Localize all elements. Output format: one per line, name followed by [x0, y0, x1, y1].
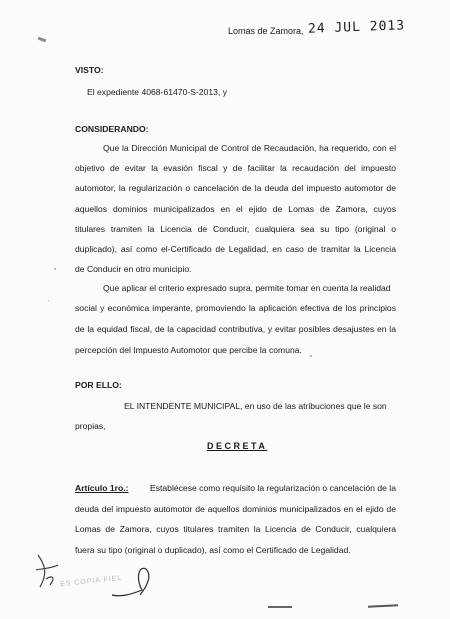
- bottom-dash: [268, 606, 292, 608]
- articulo-1-label: Artículo 1ro.:: [75, 483, 129, 493]
- date-stamp: 24 JUL 2013: [307, 18, 406, 37]
- considerando-p2-line: percepción del Impuesto Automotor que percibe la comuna.: [75, 345, 302, 355]
- articulo-1-line: deuda del impuesto automotor de aquellos dominios municipalizados en el ejido de: [75, 504, 396, 514]
- considerando-p1-line: objetivo de evitar la evasión fiscal y de facilitar la recaudación del impuesto: [75, 163, 396, 173]
- considerando-p1-line: aquellos dominios municipalizados en el ejido de Lomas de Zamora, cuyos: [75, 204, 396, 214]
- bottom-dash: [368, 604, 398, 608]
- signature-stroke: [36, 555, 58, 587]
- corner-mark: [38, 37, 47, 43]
- por-ello-line1: EL INTENDENTE MUNICIPAL, en uso de las atribuciones que le son: [124, 401, 387, 411]
- considerando-p1-line: titulares tramiten la Licencia de Conducir, cualquiera sea su tipo (original o: [75, 224, 396, 234]
- visto-heading: VISTO:: [75, 65, 104, 75]
- place-label: Lomas de Zamora,: [228, 26, 304, 36]
- scan-speck: [54, 268, 56, 270]
- visto-text: El expediente 4068-61470-S-2013, y: [87, 87, 227, 97]
- por-ello-line2: propias,: [75, 421, 106, 431]
- articulo-1-first-line: [75, 483, 396, 494]
- articulo-1-line: fuera su tipo (original o duplicado), así como el Certificado de Legalidad.: [75, 545, 351, 555]
- handwritten-signature: [20, 535, 160, 605]
- scan-speck: [310, 355, 312, 357]
- copy-stamp: ES COPIA FIEL: [59, 574, 123, 589]
- considerando-p2-line: Que aplicar el criterio expresado supra, permite tomar en cuenta la realidad: [103, 283, 391, 293]
- considerando-p1-line: de Conducir en otro municipio.: [75, 264, 192, 274]
- considerando-p1-line: automotor, la regularización o cancelación de la deuda del impuesto automotor de: [75, 183, 396, 193]
- considerando-p2-line: social y económica imperante, promoviendo la aplicación efectiva de los principios: [75, 303, 396, 313]
- considerando-p1-line: Que la Dirección Municipal de Control de Recaudación, ha requerido, con el: [103, 143, 396, 153]
- articulo-1-first-line-text: Establécese como requisito la regularización o cancelación de la: [149, 483, 396, 493]
- considerando-p1-line: duplicado), así como el-Certificado de Legalidad, en caso de tramitar la Licencia: [75, 244, 396, 254]
- articulo-1-line: Lomas de Zamora, cuyos titulares tramiten la Licencia de Conducir, cualquiera: [75, 524, 396, 534]
- por-ello-heading: POR ELLO:: [75, 380, 122, 390]
- scan-speck: [48, 300, 49, 301]
- considerando-p2-line: de la equidad fiscal, de la capacidad contributiva, y evitar posibles desajustes en la: [75, 324, 396, 334]
- considerando-heading: CONSIDERANDO:: [75, 124, 149, 134]
- decreta-heading: DECRETA: [207, 441, 268, 451]
- signature-stroke: [112, 568, 149, 595]
